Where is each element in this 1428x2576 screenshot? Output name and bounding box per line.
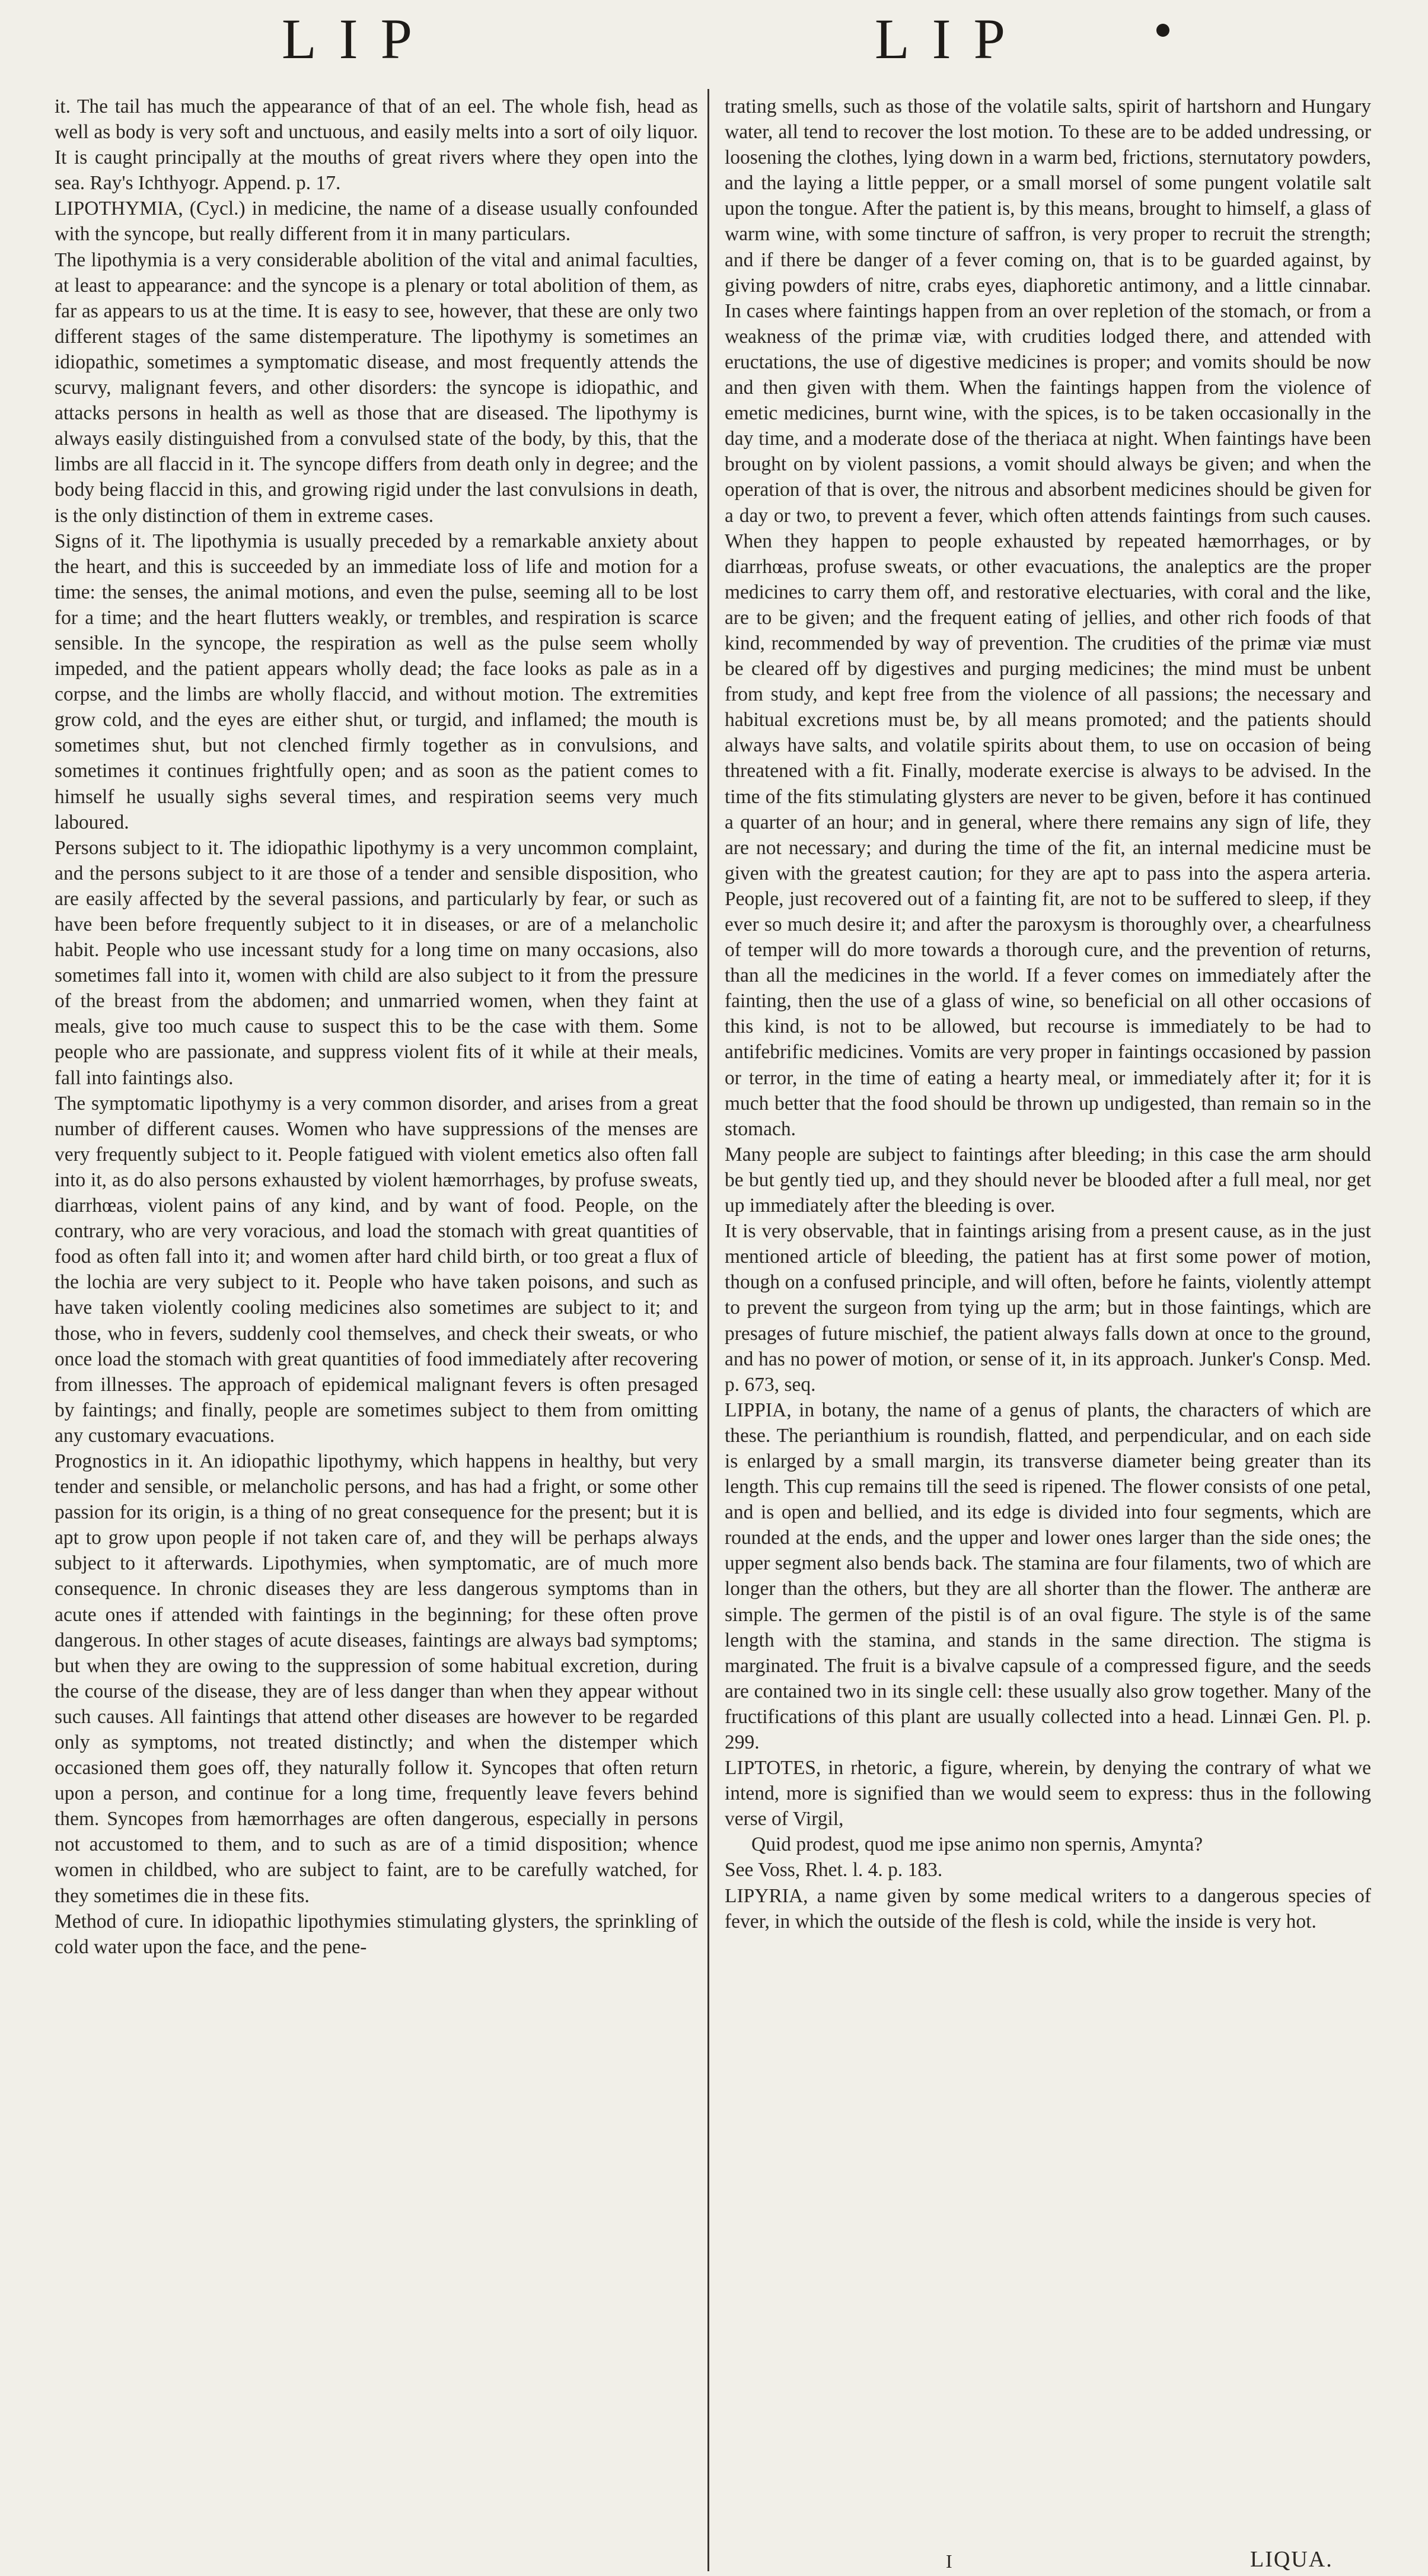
virgil-quotation: Quid prodest, quod me ipse animo non spernis, Amynta? <box>751 1833 1203 1856</box>
paragraph-lipothymia-definition: The lipothymia is a very considerable abolition of the vital and animal faculties, at least to appearance: and the syncope is a plenary or total abolition of them, as far as appears to us at the time. It is easy to see, however, that these are only two different stages of the same distemperature. The lipothymy is sometimes an idiopathic, sometimes a symptomatic disease, and most frequently attends the scurvy, malignant fevers, and other disorders: the syncope is idiopathic, and attacks persons in health as well as those that are diseased. The lipothymy is always easily distinguished from a convulsed state of the body, by this, that the limbs are all flaccid in it. The syncope differs from death only in degree; and the body being flaccid in this, and growing rigid under the last convulsions in death, is the only distinction of them in extreme cases. <box>55 249 698 527</box>
header-dot-ornament <box>1156 24 1169 37</box>
paragraph-bleeding: Many people are subject to faintings after bleeding; in this case the arm should be but gently tied up, and they should never be blooded after a full meal, nor get up immediately after the bleeding is over. <box>725 1143 1371 1217</box>
reference-voss: See Voss, Rhet. l. 4. p. 183. <box>725 1859 943 1881</box>
catchword: LIQUA. <box>1250 2547 1333 2572</box>
paragraph-cure-continuation: trating smells, such as those of the volatile salts, spirit of hartshorn and Hungary water, all tend to recover the lost motion. To these are to be added undressing, or loosening the clothes, lying down in a warm bed, frictions, sternutatory powders, and the laying a little pepper, or a small morsel of some pungent volatile salt upon the tongue. After the patient is, by this means, brought to himself, a glass of warm wine, with some tincture of saffron, is very proper to recruit the strength; and if there be danger of a fever coming on, that is to be guarded against, by giving powders of nitre, crabs eyes, diaphoretic antimony, and a little cinnabar. In cases where faintings happen from an over repletion of the stomach, or from a weakness of the primæ viæ, with crudities lodged there, and attended with eructations, the use of digestive medicines is proper; and vomits should be now and then given with them. When the faintings happen from the violence of emetic medicines, burnt wine, with the spices, is to be taken occasionally in the day time, and a moderate dose of the theriaca at night. When faintings have been brought on by violent passions, a vomit should always be given; and when the operation of that is over, the nitrous and absorbent medicines should be given for a day or two, to prevent a fever, which often attends faintings from such causes. When they happen to people exhausted by repeated hæmorrhages, or by diarrhœas, profuse sweats, or other evacuations, the analeptics are the proper medicines to carry them off, and restorative electuaries, with coral and the like, are to be given; and the frequent eating of jellies, and other rich foods of that kind, recommended by way of prevention. The crudities of the primæ viæ must be cleared off by digestives and purging medicines; the mind must be unbent from study, and kept free from the violence of all passions; the necessary and habitual excretions must be, by all means promoted; and the patients should always have salts, and volatile spirits about them, to use on occasion of being threatened with a fit. Finally, moderate exercise is always to be advised. In the time of the fits stimulating glysters are never to be given, before it has continued a quarter of an hour; and in general, where there remains any sign of life, they are not necessary; and during the time of the fit, an internal medicine must be given with the greatest caution; for they are apt to pass into the aspera arteria. People, just recovered out of a fainting fit, are not to be suffered to sleep, if they ever so much desire it; and after the paroxysm is thoroughly over, a chearfulness of temper will do more towards a thorough cure, and the prevention of returns, than all the medicines in the world. If a fever comes on immediately after the fainting, then the use of a glass of wine, so beneficial on all other occasions of this kind, is not to be allowed, but recourse is immediately to be had to antifebrific medicines. Vomits are very proper in faintings occasioned by passion or terror, in the time of eating a hearty meal, or immediately after it; for it is much better that the food should be thrown up undigested, than remain so in the stomach. <box>725 95 1371 1140</box>
paragraph-present-cause: It is very observable, that in faintings arising from a present cause, as in the just mentioned article of bleeding, the patient has at first some power of motion, though on a confused principle, and will often, before he faints, violently attempt to prevent the surgeon from tying up the arm; but in those faintings, which are presages of future mischief, the patient always falls down at once to the ground, and has no power of motion, or sense of it, in its approach. Junker's Consp. Med. p. 673, seq. <box>725 1220 1371 1396</box>
paragraph-prognostics: Prognostics in it. An idiopathic lipothymy, which happens in healthy, but very tender and sensible, or melancholic persons, and has had a fright, or some other passion for its origin, is a thing of no great consequence for the present; but it is apt to grow upon people if not taken care of, and they will be perhaps always subject to it afterwards. Lipothymies, when symptomatic, are of much more consequence. In chronic diseases they are less dangerous symptoms than in acute ones if attended with faintings in the beginning; for these often prove dangerous. In other stages of acute diseases, faintings are always bad symptoms; but when they are owing to the suppression of some habitual excretion, during the course of the disease, they are of less danger than when they appear without such causes. All faintings that attend other diseases are however to be regarded only as symptoms, not treated distinctly; and when the distemper which occasioned them goes off, they naturally follow it. Syncopes that often return upon a person, and continue for a long time, frequently leave fevers behind them. Syncopes from hæmorrhages are often dangerous, especially in persons not accustomed to them, and to such as are of a timid disposition; whence women in childbed, who are subject to faint, are to be carefully watched, for they sometimes die in these fits. <box>55 1450 698 1907</box>
paragraph-persons-subject: Persons subject to it. The idiopathic lipothymy is a very uncommon complaint, and the persons subject to it are those of a tender and sensible disposition, who are easily affected by the several passions, and particularly by fear, or such as have been before frequently subject to it in diseases, or are of a melancholic habit. People who use incessant study for a long time on many occasions, also sometimes fall into it, women with child are also subject to it from the pressure of the breast from the abdomen; and unmarried women, when they faint at meals, give too much cause to suspect this to be the case with them. Some people who are passionate, and suppress violent fits of it while at their meals, fall into faintings also. <box>55 836 698 1089</box>
right-column <box>725 94 1371 1934</box>
entry-lipothymia: LIPOTHYMIA, (Cycl.) in medicine, the name of a disease usually confounded with the syncope, but really different from it in many particulars. <box>55 198 698 246</box>
entry-lipyria: LIPYRIA, a name given by some medical writers to a dangerous species of fever, in which the outside of the flesh is cold, while the inside is very hot. <box>725 1884 1371 1932</box>
running-head-left: LIP <box>282 7 435 71</box>
running-head-right: LIP <box>875 7 1028 71</box>
entry-lippia: LIPPIA, in botany, the name of a genus of plants, the characters of which are these. The perianthium is roundish, flatted, and perpendicular, and on each side is enlarged by a small margin, its transverse diameter being greater than its length. This cup remains till the seed is ripened. The flower consists of one petal, and is open and bellied, and its edge is divided into four segments, which are rounded at the ends, and the upper and lower ones larger than the side ones; the upper segment also bends back. The stamina are four filaments, two of which are longer than the others, but they are all shorter than the flower. The antheræ are simple. The germen of the pistil is of an oval figure. The style is of the same length with the stamina, and stands in the same direction. The stigma is marginated. The fruit is a bivalve capsule of a compressed figure, and the seeds are contained two in its single cell: these usually also grow together. Many of the fructifications of this plant are usually collected into a head. Linnæi Gen. Pl. p. 299. <box>725 1399 1371 1753</box>
paragraph-signs-of-it: Signs of it. The lipothymia is usually preceded by a remarkable anxiety about the heart, and this is succeeded by an immediate loss of life and motion for a time: the senses, the animal motions, and even the pulse, seeming all to be lost for a time; and the heart flutters weakly, or trembles, and respiration is scarce sensible. In the syncope, the respiration as well as the pulse seem wholly impeded, and the patient appears wholly dead; the face looks as pale as in a corpse, and the limbs are wholly flaccid, and without motion. The extremities grow cold, and the eyes are either shut, or turgid, and inflamed; the mouth is sometimes shut, but not clenched firmly together as in convulsions, and sometimes it continues frightfully open; and as soon as the patient comes to himself he usually sighs several times, and respiration seems very much laboured. <box>55 530 698 833</box>
paragraph-symptomatic-lipothymy: The symptomatic lipothymy is a very common disorder, and arises from a great number of different causes. Women who have suppressions of the menses are very frequently subject to it. People fatigued with violent emetics also often fall into it, as do also persons exhausted by violent hæmorrhages, by profuse sweats, diarrhœas, violent pains of any kind, and by want of food. People, on the contrary, who are very voracious, and load the stomach with great quantities of food as often fall into it; and women after hard child birth, or too great a flux of the lochia are very subject to it. People who have taken poisons, and such as have taken violently cooling medicines also sometimes are subject to it; and those, who in fevers, suddenly cool themselves, and check their sweats, or who once load the stomach with great quantities of food immediately after recovering from illnesses. The approach of epidemical malignant fevers is often presaged by faintings; and finally, people are sometimes subject to them from omitting any customary evacuations. <box>55 1092 698 1447</box>
signature-mark: I <box>946 2550 952 2572</box>
left-column <box>55 94 698 1960</box>
column-divider-rule <box>707 89 709 2571</box>
paragraph-method-of-cure: Method of cure. In idiopathic lipothymies stimulating glysters, the sprinkling of cold water upon the face, and the pene- <box>55 1910 698 1958</box>
paragraph-eel-continuation: it. The tail has much the appearance of that of an eel. The whole fish, head as well as body is very soft and unctuous, and easily melts into a sort of oily liquor. It is caught principally at the mouths of great rivers where they open into the sea. Ray's Ichthyogr. Append. p. 17. <box>55 95 698 195</box>
entry-liptotes: LIPTOTES, in rhetoric, a figure, wherein, by denying the contrary of what we intend, more is signified than we would seem to express: thus in the following verse of Virgil, <box>725 1757 1371 1830</box>
